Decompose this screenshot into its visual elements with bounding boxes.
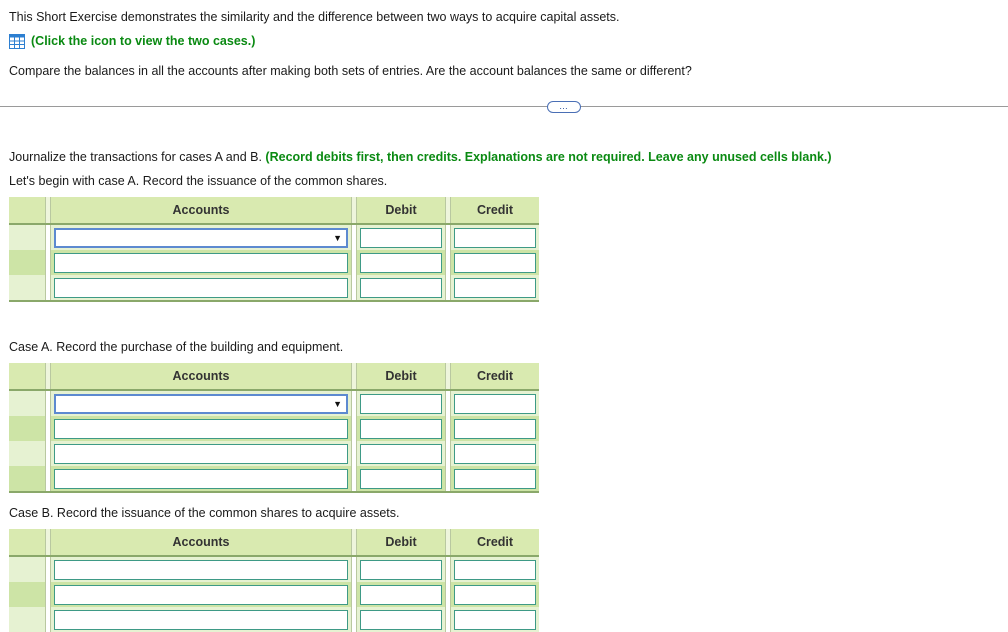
debit-input[interactable] xyxy=(360,228,442,248)
table-row xyxy=(9,390,539,416)
debit-header: Debit xyxy=(357,197,446,224)
credit-header: Credit xyxy=(451,529,540,556)
row-stub-header xyxy=(9,363,46,390)
instructions xyxy=(9,150,832,164)
credit-input[interactable] xyxy=(454,444,536,464)
view-cases-link[interactable] xyxy=(9,34,255,49)
more-button[interactable]: … xyxy=(547,101,581,113)
table-row xyxy=(9,582,539,607)
instructions-lead: Journalize the transactions for cases A and B. xyxy=(9,150,262,164)
journal-table-case-b xyxy=(9,529,539,632)
section-divider xyxy=(0,106,1008,107)
table-row xyxy=(9,416,539,441)
debit-input[interactable] xyxy=(360,419,442,439)
section1-caption: Let's begin with case A. Record the issuance of the common shares. xyxy=(9,174,388,188)
credit-input[interactable] xyxy=(454,419,536,439)
section3-caption: Case B. Record the issuance of the common shares to acquire assets. xyxy=(9,506,400,520)
chevron-down-icon[interactable]: ▼ xyxy=(333,232,342,243)
row-stub-header xyxy=(9,529,46,556)
credit-input[interactable] xyxy=(454,394,536,414)
credit-input[interactable] xyxy=(454,585,536,605)
account-input[interactable] xyxy=(54,278,348,298)
account-input[interactable] xyxy=(54,419,348,439)
chevron-down-icon[interactable]: ▼ xyxy=(333,398,342,409)
credit-input[interactable] xyxy=(454,610,536,630)
debit-input[interactable] xyxy=(360,560,442,580)
debit-input[interactable] xyxy=(360,610,442,630)
view-cases-label[interactable]: (Click the icon to view the two cases.) xyxy=(31,34,256,48)
credit-input[interactable] xyxy=(454,278,536,298)
table-row xyxy=(9,556,539,582)
account-input[interactable] xyxy=(54,253,348,273)
section2-caption: Case A. Record the purchase of the building and equipment. xyxy=(9,340,344,354)
credit-input[interactable] xyxy=(454,560,536,580)
debit-input[interactable] xyxy=(360,444,442,464)
credit-input[interactable] xyxy=(454,228,536,248)
account-select[interactable] xyxy=(54,394,348,414)
account-input[interactable] xyxy=(54,560,348,580)
intro-text: This Short Exercise demonstrates the similarity and the difference between two ways to acquire capital assets. xyxy=(9,10,620,24)
debit-input[interactable] xyxy=(360,253,442,273)
table-icon[interactable] xyxy=(9,34,25,49)
account-input[interactable] xyxy=(54,444,348,464)
account-input[interactable] xyxy=(54,469,348,489)
account-input[interactable] xyxy=(54,610,348,630)
row-stub-header xyxy=(9,197,46,224)
table-row xyxy=(9,607,539,632)
account-input[interactable] xyxy=(54,585,348,605)
credit-input[interactable] xyxy=(454,469,536,489)
table-row xyxy=(9,441,539,466)
table-row xyxy=(9,275,539,301)
instructions-note: (Record debits first, then credits. Explanations are not required. Leave any unused cells blank.) xyxy=(265,150,832,164)
debit-input[interactable] xyxy=(360,585,442,605)
table-row xyxy=(9,466,539,492)
credit-header: Credit xyxy=(451,197,540,224)
debit-input[interactable] xyxy=(360,469,442,489)
debit-header: Debit xyxy=(357,363,446,390)
debit-input[interactable] xyxy=(360,278,442,298)
accounts-header: Accounts xyxy=(51,529,352,556)
table-row xyxy=(9,250,539,275)
debit-header: Debit xyxy=(357,529,446,556)
accounts-header: Accounts xyxy=(51,197,352,224)
credit-input[interactable] xyxy=(454,253,536,273)
accounts-header: Accounts xyxy=(51,363,352,390)
credit-header: Credit xyxy=(451,363,540,390)
table-row xyxy=(9,224,539,250)
journal-table-case-a-purchase xyxy=(9,363,539,493)
journal-table-case-a-shares xyxy=(9,197,539,302)
account-select[interactable] xyxy=(54,228,348,248)
compare-question: Compare the balances in all the accounts after making both sets of entries. Are the account balances the same or different? xyxy=(9,64,692,78)
debit-input[interactable] xyxy=(360,394,442,414)
